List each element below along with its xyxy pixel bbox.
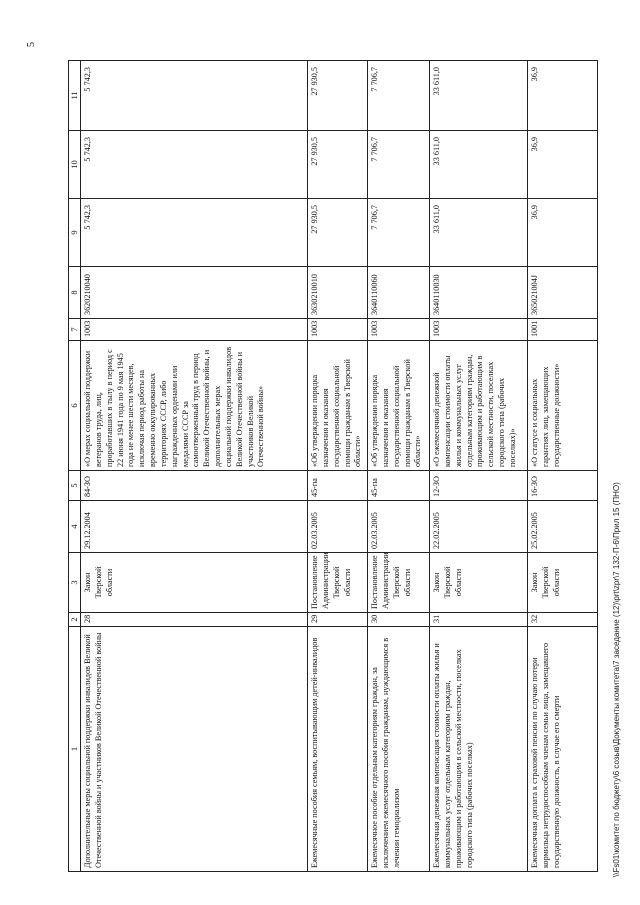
- document-type: Постановление Администрации Тверской области: [368, 553, 430, 613]
- row-number: 32: [528, 613, 598, 627]
- amount-col-10: 36,9: [528, 131, 598, 199]
- col-num-1: 1: [69, 627, 81, 872]
- file-path-footer: \\Fs01\комитет по бюджету\6 созыв\Документы комитета\7 заседание (12)\prt\zpr\7 132-П-6\Прил 15 (ПНО): [612, 482, 621, 877]
- document-date: 02.03.2005: [368, 501, 430, 553]
- measure-name: Ежемесячная доплата к страховой пенсии по случаю потери кормильца нетрудоспособным членам семьи лица, замещавшего государственную должность, в случае его смерти: [528, 627, 598, 872]
- table-row: [308, 61, 368, 872]
- amount-col-11: 36,9: [528, 61, 598, 131]
- document-number: 12-ЗО: [430, 471, 528, 501]
- document-title: «Об утверждении порядка назначения и оказания государственной социальной помощи гражданам в Тверской области»: [368, 341, 430, 471]
- document-type: Закон Тверской области: [528, 553, 598, 613]
- col-num-8: 8: [69, 267, 81, 319]
- document-title: «О ежемесячной денежной компенсации стоимости оплаты жилья и коммунальных услуг отдельным категориям граждан, проживающим и работающим в сельской местности, поселках городского типа (рабочих поселках)»: [430, 341, 528, 471]
- section-code: 1003: [368, 319, 430, 341]
- measure-name: Ежемесячные пособия семьям, воспитывающим детей-инвалидов: [308, 627, 368, 872]
- amount-col-11: 27 930,5: [308, 61, 368, 131]
- amount-col-10: 27 930,5: [308, 131, 368, 199]
- col-num-7: 7: [69, 319, 81, 341]
- col-num-9: 9: [69, 199, 81, 267]
- row-number: 30: [368, 613, 430, 627]
- document-type: Закон Тверской области: [430, 553, 528, 613]
- col-num-2: 2: [69, 613, 81, 627]
- target-article-code: 3640110030: [430, 267, 528, 319]
- col-num-5: 5: [69, 471, 81, 501]
- amount-col-9: 27 930,5: [308, 199, 368, 267]
- document-date: 25.02.2005: [528, 501, 598, 553]
- table-row: [368, 61, 430, 872]
- amount-col-10: 7 706,7: [368, 131, 430, 199]
- document-date: 29.12.2004: [81, 501, 308, 553]
- col-num-6: 6: [69, 341, 81, 471]
- document-number: 45-па: [308, 471, 368, 501]
- document-title: «О мерах социальной поддержки ветеранов труда, лиц, проработавших в тылу в период с 22 июня 1941 года по 9 мая 1945 года не менее шести месяцев, исключая период работы на временно оккупированных территориях СССР, либо награжденных орденами или медалями СССР за самоотверженный труд в период Великой Отечественной войны, и дополнительных мерах социальной поддержки инвалидов Великой Отечественной войны и участников Великой Отечественной войны»: [81, 341, 308, 471]
- measure-name: Ежемесячная денежная компенсация стоимости оплаты жилья и коммунальных услуг отдельным категориям граждан, проживающим и работающим в сельской местности, поселках городского типа (рабочих поселках): [430, 627, 528, 872]
- document-type: Закон Тверской области: [81, 553, 308, 613]
- document-type: Постановление Администрации Тверской области: [308, 553, 368, 613]
- section-code: 1003: [430, 319, 528, 341]
- row-number: 28: [81, 613, 308, 627]
- document-title: «О статусе и социальных гарантиях лиц, замещающих государственные должности»: [528, 341, 598, 471]
- measure-name: Ежемесячное пособие отдельным категориям граждан, за исключением ежемесячного пособия гражданам, нуждающимся в лечении гемодиализом: [368, 627, 430, 872]
- amount-col-9: 36,9: [528, 199, 598, 267]
- measure-name: Дополнительные меры социальной поддержки инвалидов Великой Отечественной войны и участников Великой Отечественной войны: [81, 627, 308, 872]
- row-number: 29: [308, 613, 368, 627]
- amount-col-11: 7 706,7: [368, 61, 430, 131]
- page-number: 5: [26, 42, 37, 47]
- target-article-code: 3640110060: [368, 267, 430, 319]
- amount-col-10: 33 611,0: [430, 131, 528, 199]
- amount-col-9: 5 742,3: [81, 199, 308, 267]
- col-num-3: 3: [69, 553, 81, 613]
- section-code: 1003: [81, 319, 308, 341]
- col-num-10: 10: [69, 131, 81, 199]
- document-date: 22.02.2005: [430, 501, 528, 553]
- appendix-table: [68, 60, 598, 872]
- amount-col-9: 33 611,0: [430, 199, 528, 267]
- table-row: [528, 61, 598, 872]
- target-article-code: 365021004J: [528, 267, 598, 319]
- amount-col-10: 5 742,3: [81, 131, 308, 199]
- document-title: «Об утверждении порядка назначения и оказания государственной социальной помощи гражданам в Тверской области»: [308, 341, 368, 471]
- row-number: 31: [430, 613, 528, 627]
- amount-col-11: 33 611,0: [430, 61, 528, 131]
- target-article-code: 3620210040: [81, 267, 308, 319]
- section-code: 1001: [528, 319, 598, 341]
- table-row: [81, 61, 308, 872]
- document-number: 16-ЗО: [528, 471, 598, 501]
- document-number: 84-ЗО: [81, 471, 308, 501]
- target-article-code: 3630210010: [308, 267, 368, 319]
- table-row: [430, 61, 528, 872]
- document-date: 02.03.2005: [308, 501, 368, 553]
- section-code: 1003: [308, 319, 368, 341]
- amount-col-11: 5 742,3: [81, 61, 308, 131]
- document-number: 45-па: [368, 471, 430, 501]
- amount-col-9: 7 706,7: [368, 199, 430, 267]
- col-num-4: 4: [69, 501, 81, 553]
- col-num-11: 11: [69, 61, 81, 131]
- column-number-row: [69, 61, 81, 872]
